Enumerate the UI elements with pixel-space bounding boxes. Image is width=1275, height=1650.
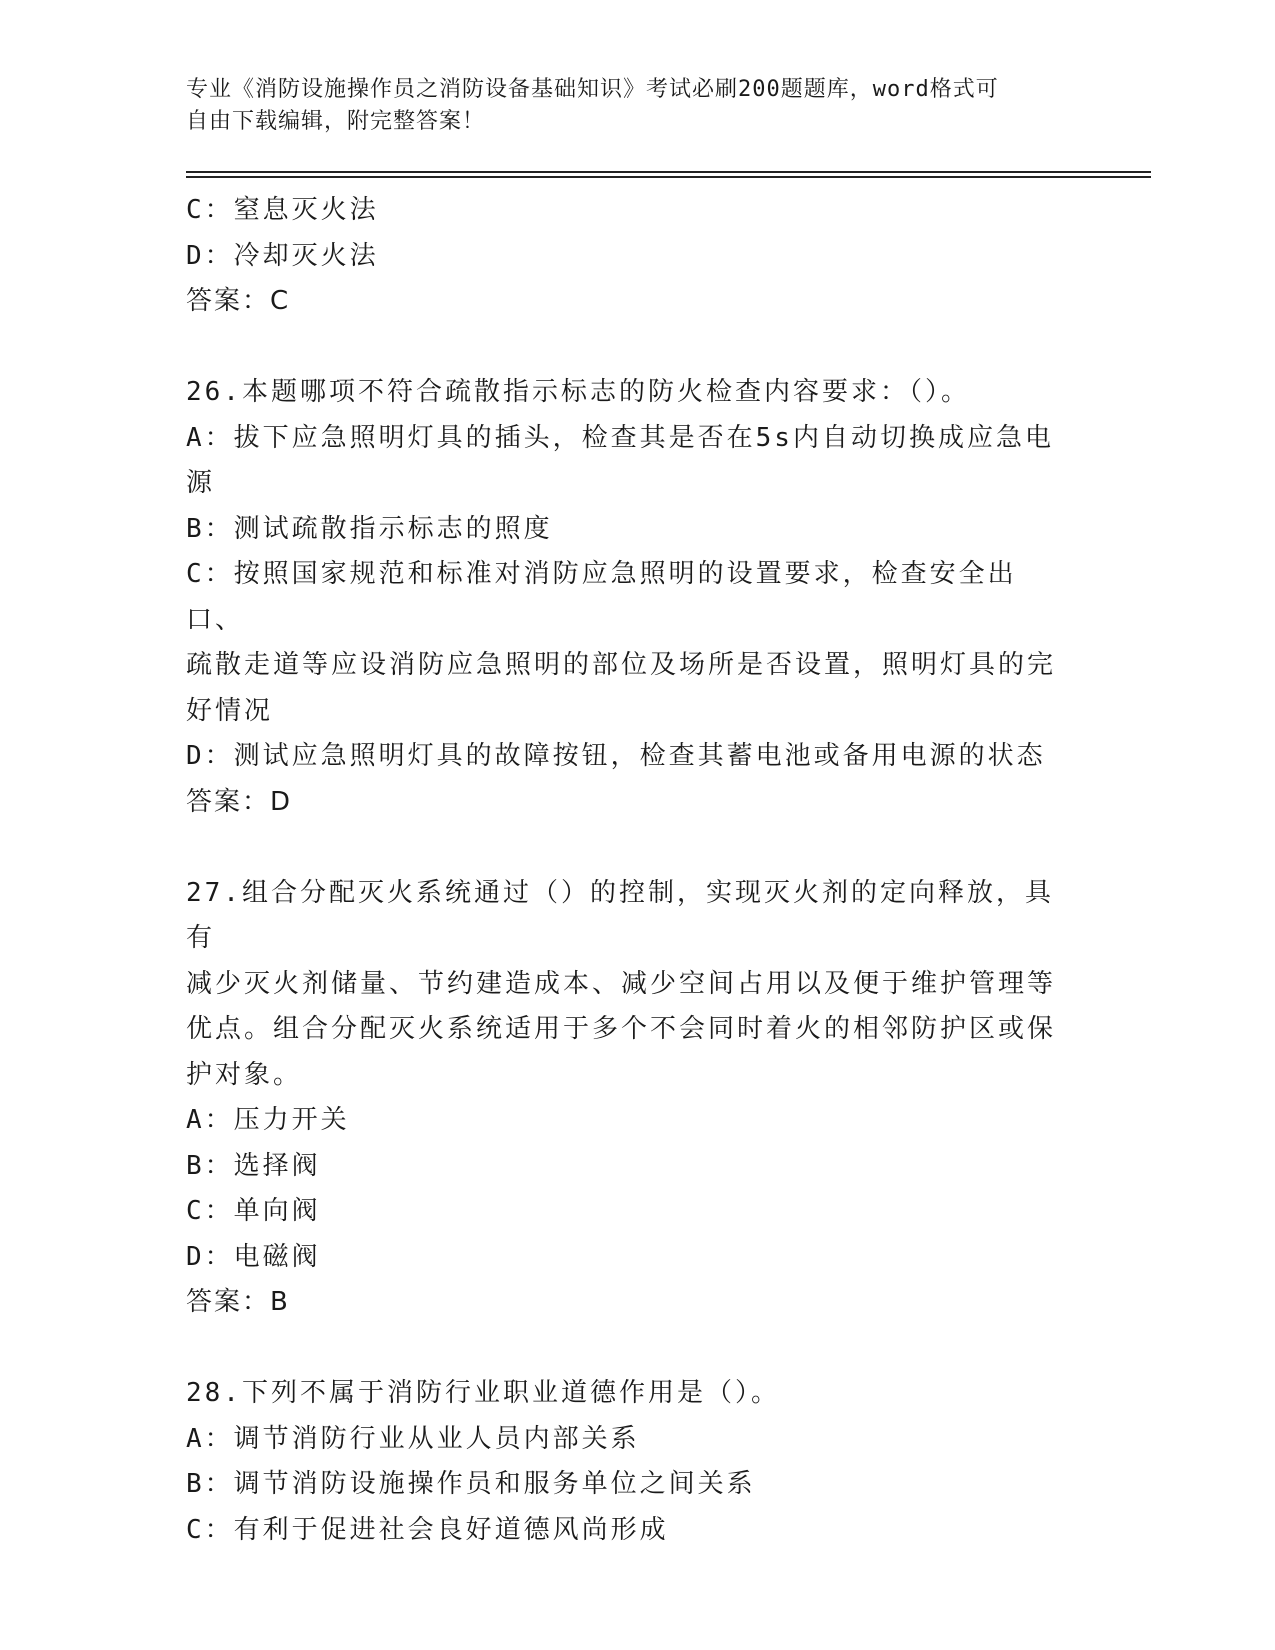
answer-label: 答案：D <box>186 786 293 817</box>
option-c-continued: 好情况 <box>186 695 274 726</box>
question-stem: 28.下列不属于消防行业职业道德作用是（）。 <box>186 1378 780 1408</box>
option-c: C：单向阀 <box>186 1196 321 1226</box>
option-d: D：电磁阀 <box>186 1241 321 1272</box>
option-b: B：测试疏散指示标志的照度 <box>186 513 553 544</box>
question-stem-continued: 减少灭火剂储量、节约建造成本、减少空间占用以及便于维护管理等 <box>186 968 1057 999</box>
question-stem: 26.本题哪项不符合疏散指示标志的防火检查内容要求：（）。 <box>186 377 970 407</box>
question-26 <box>186 370 1066 825</box>
question-25 <box>186 188 1066 325</box>
option-a: A：压力开关 <box>186 1105 350 1135</box>
option-a: A：拔下应急照明灯具的插头，检查其是否在5s内自动切换成应急电 <box>186 422 1054 453</box>
option-b: B：选择阀 <box>186 1150 321 1181</box>
option-d: D：冷却灭火法 <box>186 240 379 271</box>
question-stem-continued: 优点。组合分配灭火系统适用于多个不会同时着火的相邻防护区或保 <box>186 1014 1057 1044</box>
option-a: A：调节消防行业从业人员内部关系 <box>186 1423 640 1454</box>
spacer <box>186 825 1066 871</box>
option-b: B：调节消防设施操作员和服务单位之间关系 <box>186 1469 756 1499</box>
option-d: D：测试应急照明灯具的故障按钮，检查其蓄电池或备用电源的状态 <box>186 741 1046 771</box>
option-a-continued: 源 <box>186 468 216 498</box>
document-header <box>186 74 1056 138</box>
option-c: C：按照国家规范和标准对消防应急照明的设置要求，检查安全出口、 <box>186 559 1017 635</box>
option-c: C：有利于促进社会良好道德风尚形成 <box>186 1514 669 1545</box>
header-title-line-1: 专业《消防设施操作员之消防设备基础知识》考试必刷200题题库，word格式可 <box>186 77 999 102</box>
header-divider-top <box>186 171 1151 173</box>
spacer <box>186 1326 1066 1372</box>
header-divider-bottom <box>186 176 1151 178</box>
spacer <box>186 325 1066 371</box>
question-stem-continued: 护对象。 <box>186 1059 303 1090</box>
question-27 <box>186 871 1066 1326</box>
question-list <box>186 188 1066 1553</box>
question-stem: 27.组合分配灭火系统通过（）的控制，实现灭火剂的定向释放，具有 <box>186 877 1054 953</box>
answer-label: 答案：C <box>186 286 291 316</box>
answer-label: 答案：B <box>186 1287 290 1317</box>
question-28 <box>186 1371 1066 1553</box>
header-title-line-2: 自由下载编辑，附完整答案！ <box>186 109 486 134</box>
option-c-continued: 疏散走道等应设消防应急照明的部位及场所是否设置，照明灯具的完 <box>186 650 1057 680</box>
option-c: C：窒息灭火法 <box>186 195 379 225</box>
